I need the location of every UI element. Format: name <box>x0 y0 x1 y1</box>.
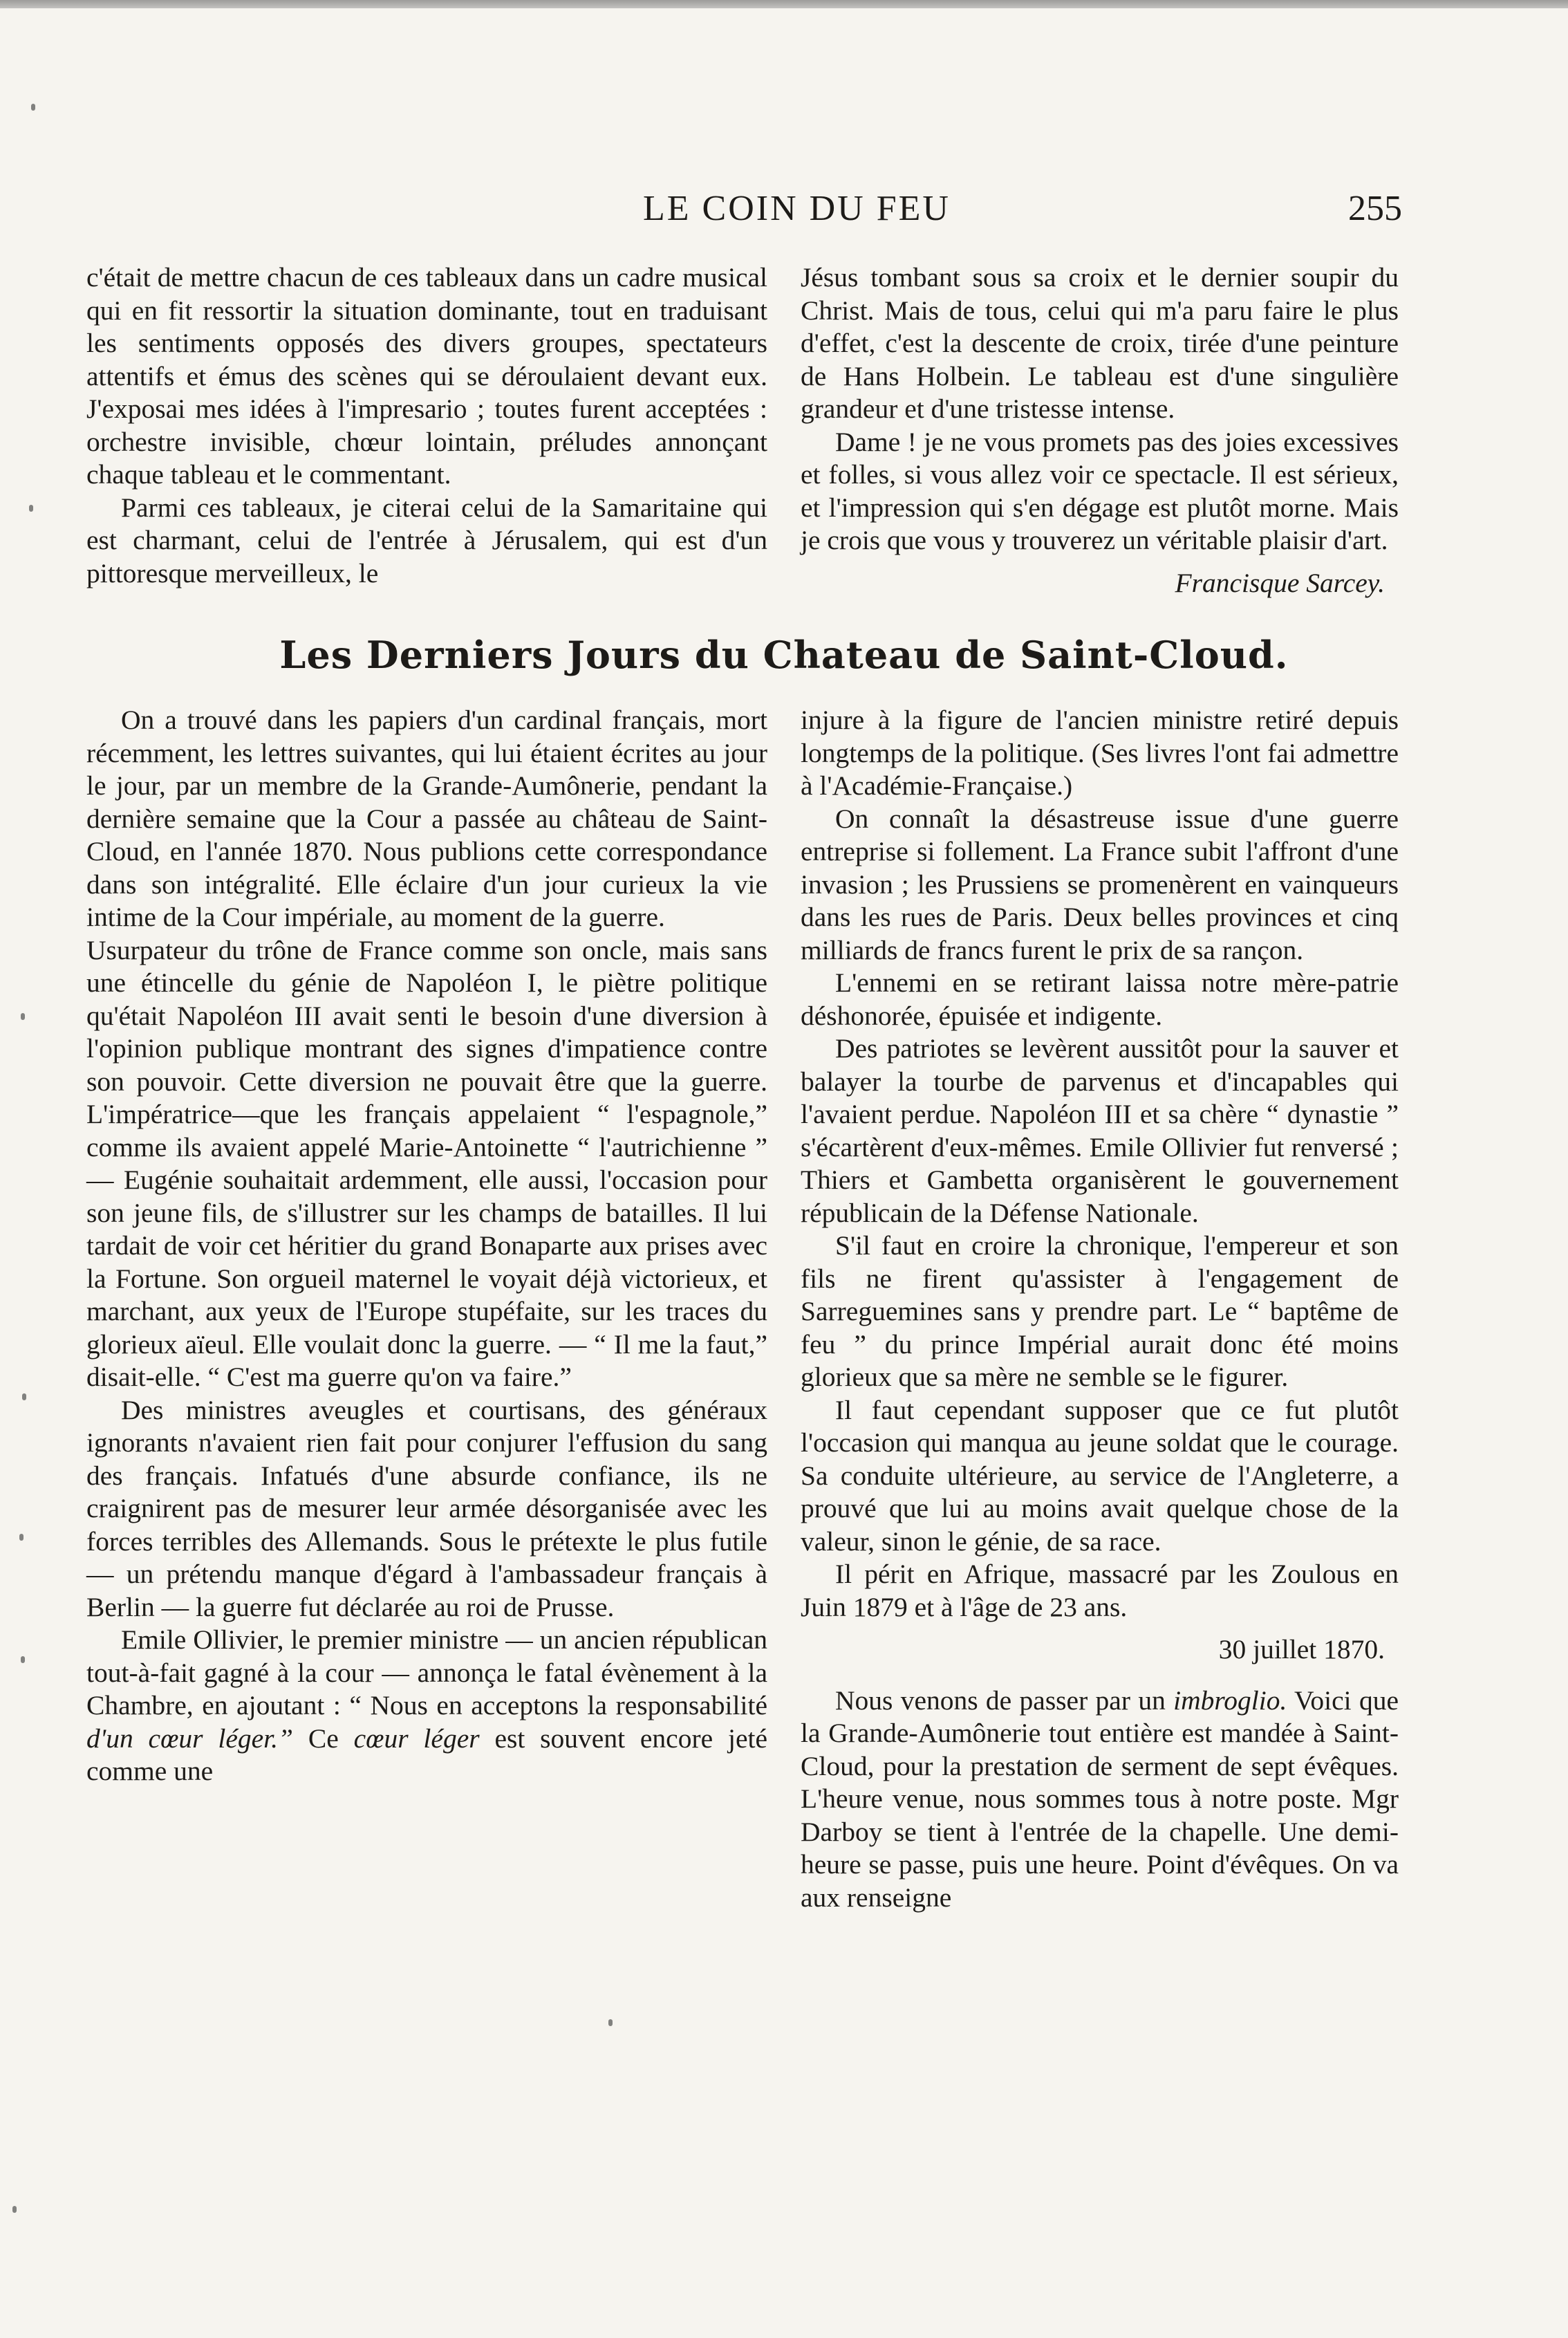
text-run: Emile Ollivier, le premier ministre — un ancien républican tout-à-fait gagné à la cour — annonça le fatal évènement à la Chambre, en ajoutant : “ Nous en acceptons la responsabilité <box>86 1624 767 1720</box>
article-title: Les Derniers Jours du Chateau de Saint-Cloud. <box>279 633 1289 677</box>
paragraph: Usurpateur du trône de France comme son oncle, mais sans une étincelle du génie de Napoléon I, le piètre politique qu'était Napoléon III avait senti le besoin d'une diversion à l'opinion publique montrant des signes d'impatience contre son pouvoir. Cette diversion ne pouvait être que la guerre. L'impératrice—que les français appelaient “ l'espagnole,” comme ils avaient appelé Marie-Antoinette “ l'autrichienne ” — Eugénie souhaitait ardemment, elle aussi, l'occasion pour son jeune fils, de s'illustrer sur les champs de batailles. Il lui tardait de voir cet héritier du grand Bonaparte aux prises avec la Fortune. Son orgueil maternel le voyait déjà victorieux, et marchant, aux yeux de l'Europe stupéfaite, sur les traces du glorieux aïeul. Elle voulait donc la guerre. — “ Il me la faut,” disait-elle. “ C'est ma guerre qu'on va faire.” <box>86 934 767 1392</box>
page-number: 255 <box>1348 189 1402 228</box>
italic-run: imbroglio. <box>1173 1685 1287 1716</box>
scan-speck <box>12 2206 17 2213</box>
paragraph <box>801 1685 1399 1915</box>
paragraph: Parmi ces tableaux, je citerai celui de la Samaritaine qui est charmant, celui de l'entrée à Jérusalem, qui est d'un pittoresque merveilleux, le <box>86 492 767 588</box>
paragraph: Il faut cependant supposer que ce fut plutôt l'occasion qui manqua au jeune soldat que le courage. Sa conduite ultérieure, au service de l'Angleterre, a prouvé que lui au moins avait quelque chose de la valeur, sinon le génie, de sa race. <box>801 1394 1399 1557</box>
italic-run: d'un cœur léger.” <box>86 1723 294 1754</box>
running-head: LE COIN DU FEU <box>643 189 951 228</box>
scan-speck <box>29 505 33 512</box>
scan-speck <box>21 1013 25 1020</box>
paragraph: L'ennemi en se retirant laissa notre mère-patrie déshonorée, épuisée et indigente. <box>801 967 1399 1031</box>
scan-speck <box>19 1534 24 1541</box>
signature: Francisque Sarcey. <box>1175 567 1385 598</box>
paragraph: c'était de mettre chacun de ces tableaux dans un cadre musical qui en fit ressortir la situation dominante, tout en traduisant les sentiments opposés des divers groupes, spectateurs attentifs et émus des scènes qui se déroulaient devant eux. J'exposai mes idées à l'impresario ; toutes furent acceptées : orchestre invisible, chœur lointain, préludes annonçant chaque tableau et le commentant. <box>86 262 767 490</box>
letter-date: 30 juillet 1870. <box>1218 1634 1385 1664</box>
article-left-column <box>86 704 767 1788</box>
text-run: Ce <box>308 1723 339 1754</box>
italic-run: cœur léger <box>353 1723 480 1754</box>
paragraph: Il périt en Afrique, massacré par les Zoulous en Juin 1879 et à l'âge de 23 ans. <box>801 1559 1399 1622</box>
paragraph: On a trouvé dans les papiers d'un cardinal français, mort récemment, les lettres suivantes, qui lui étaient écrites au jour le jour, par un membre de la Grande-Aumônerie, pendant la dernière semaine que la Cour a passée au château de Saint-Cloud, en l'année 1870. Nous publions cette correspondance dans son intégralité. Elle éclaire d'un jour curieux la vie intime de la Cour impériale, au moment de la guerre. <box>86 705 767 932</box>
scan-speck <box>21 1656 25 1663</box>
paragraph: Dame ! je ne vous promets pas des joies excessives et folles, si vous allez voir ce spectacle. Il est sérieux, et l'impression qui s'en dégage est plutôt morne. Mais je crois que vous y trouverez un véritable plaisir d'art. <box>801 426 1399 555</box>
text-run: est souvent encore jeté comme une <box>86 1723 767 1786</box>
paragraph <box>86 1624 767 1788</box>
text-run: Voici que la Grande-Aumônerie tout entière est mandée à Saint-Cloud, pour la prestation de serment de sept évêques. L'heure venue, nous sommes tous à notre poste. Mgr Darboy se tient à l'entrée de la chapelle. Une demi-heure se passe, puis une heure. Point d'évêques. On va aux renseigne <box>801 1685 1399 1913</box>
paragraph: S'il faut en croire la chronique, l'empereur et son fils ne firent qu'assister à l'engagement de Sarreguemines sans y prendre part. Le “ baptême de feu ” du prince Impérial aurait donc été moins glorieux que sa mère ne semble se le figurer. <box>801 1230 1399 1392</box>
scan-speck <box>22 1393 26 1400</box>
page-top-edge <box>0 0 1568 8</box>
paragraph: Des patriotes se levèrent aussitôt pour la sauver et balayer la tourbe de parvenus et d'incapables qui l'avaient perdue. Napoléon III et sa chère “ dynastie ” s'écartèrent d'eux-mêmes. Emile Ollivier fut renversé ; Thiers et Gambetta organisèrent le gouvernement républicain de la Défense Nationale. <box>801 1033 1399 1228</box>
top-right-column <box>801 261 1399 600</box>
paragraph: injure à la figure de l'ancien ministre retiré depuis longtemps de la politique. (Ses livres l'ont fai admettre à l'Académie-Française.) <box>801 705 1399 801</box>
text-run: Nous venons de passer par un <box>835 1685 1166 1716</box>
article-right-column <box>801 704 1399 1914</box>
paragraph: On connaît la désastreuse issue d'une guerre entreprise si follement. La France subit l'affront d'une invasion ; les Prussiens se promenèrent en vainqueurs dans les rues de Paris. Deux belles provinces et cinq milliards de francs furent le prix de sa rançon. <box>801 803 1399 965</box>
top-left-column <box>86 261 767 590</box>
scan-speck <box>31 104 35 111</box>
scan-speck <box>608 2019 613 2026</box>
paragraph: Jésus tombant sous sa croix et le dernier soupir du Christ. Mais de tous, celui qui m'a paru faire le plus d'effet, c'est la descente de croix, tirée d'une peinture de Hans Holbein. Le tableau est d'une singulière grandeur et d'une tristesse intense. <box>801 262 1399 424</box>
paragraph: Des ministres aveugles et courtisans, des généraux ignorants n'avaient rien fait pour conjurer l'effusion du sang des français. Infatués d'une absurde confiance, ils ne craignirent pas de mesurer leur armée désorganisée avec les forces terribles des Allemands. Sous le prétexte le plus futile — un prétendu manque d'égard à l'ambassadeur français à Berlin — la guerre fut déclarée au roi de Prusse. <box>86 1394 767 1622</box>
